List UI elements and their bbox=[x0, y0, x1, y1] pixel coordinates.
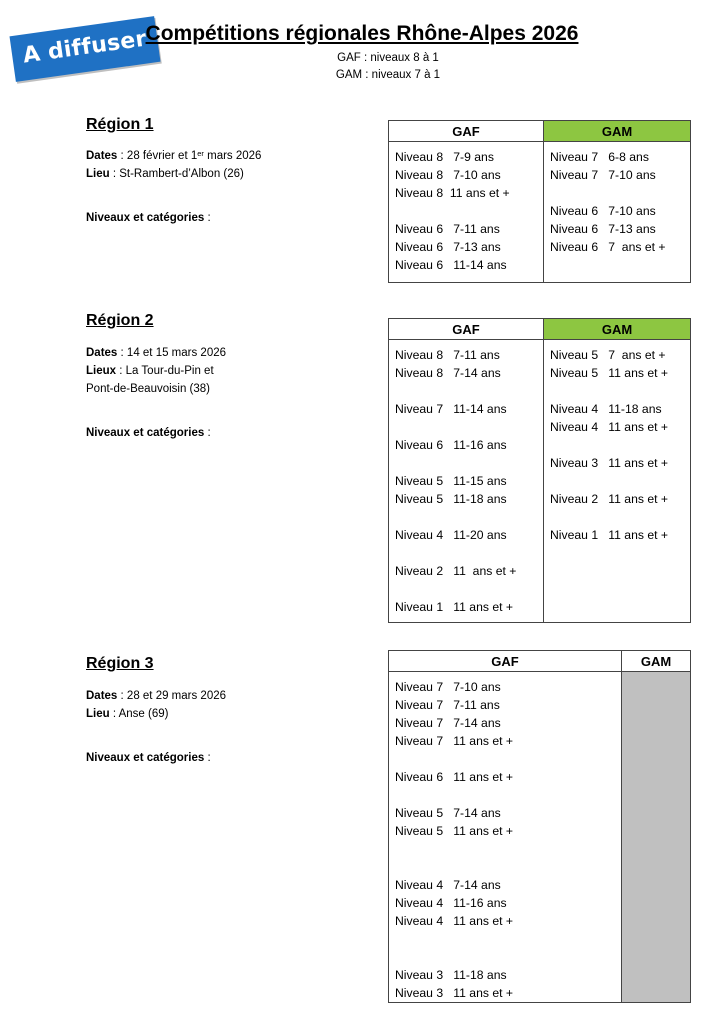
region-1-gam-list bbox=[544, 142, 691, 283]
spacer bbox=[395, 508, 543, 526]
spacer bbox=[395, 930, 621, 948]
level-entry: Niveau 6 7 ans et + bbox=[550, 240, 666, 254]
level-entry: Niveau 8 7-11 ans bbox=[395, 348, 500, 362]
region-3-table bbox=[388, 650, 691, 1003]
region-2-lieux: Lieux : La Tour-du-Pin et bbox=[86, 365, 214, 377]
gam-levels-line: GAM : niveaux 7 à 1 bbox=[335, 69, 441, 81]
region-1-table bbox=[388, 120, 691, 283]
region-2-dates: Dates : 14 et 15 mars 2026 bbox=[86, 347, 227, 359]
level-entry: Niveau 4 7-14 ans bbox=[395, 878, 501, 892]
level-entry: Niveau 5 7-14 ans bbox=[395, 806, 501, 820]
region-2-table bbox=[388, 318, 691, 623]
level-entry: Niveau 1 11 ans et + bbox=[550, 528, 669, 542]
level-entry: Niveau 2 11 ans et + bbox=[550, 492, 669, 506]
level-entry: Niveau 7 7-14 ans bbox=[395, 716, 501, 730]
level-entry: Niveau 8 7-9 ans bbox=[395, 150, 494, 164]
level-entry: Niveau 5 11-18 ans bbox=[395, 492, 507, 506]
region-1-gaf-list bbox=[389, 142, 544, 283]
region-1-title: Région 1 bbox=[86, 116, 154, 133]
spacer bbox=[395, 544, 543, 562]
level-entry: Niveau 6 7-11 ans bbox=[395, 222, 500, 236]
region-3-gaf-list bbox=[389, 672, 622, 1003]
region-2-lieux-line2: Pont-de-Beauvoisin (38) bbox=[86, 383, 211, 395]
spacer bbox=[395, 750, 621, 768]
level-entry: Niveau 8 11 ans et + bbox=[395, 186, 510, 200]
spacer bbox=[395, 840, 621, 858]
level-entry: Niveau 4 11-16 ans bbox=[395, 896, 507, 910]
spacer bbox=[395, 202, 543, 220]
region-3-info bbox=[86, 687, 226, 723]
level-entry: Niveau 7 11 ans et + bbox=[395, 734, 514, 748]
region-3-gam-unavailable bbox=[622, 672, 691, 1003]
level-entry: Niveau 3 11-18 ans bbox=[395, 968, 507, 982]
spacer bbox=[550, 184, 690, 202]
level-entry: Niveau 6 7-13 ans bbox=[550, 222, 656, 236]
spacer bbox=[395, 858, 621, 876]
level-entry: Niveau 6 11 ans et + bbox=[395, 770, 514, 784]
region-1-dates: Dates : 28 février et 1er mars 2026 bbox=[86, 149, 262, 162]
level-entry: Niveau 4 11 ans et + bbox=[395, 914, 514, 928]
level-entry: Niveau 6 11-16 ans bbox=[395, 438, 507, 452]
region-3-gaf-header: GAF bbox=[389, 651, 622, 672]
spacer bbox=[550, 508, 690, 526]
level-entry: Niveau 8 7-14 ans bbox=[395, 366, 501, 380]
level-entry: Niveau 7 6-8 ans bbox=[550, 150, 649, 164]
region-2-gaf-header: GAF bbox=[389, 319, 544, 340]
spacer bbox=[395, 786, 621, 804]
page-title: Compétitions régionales Rhône-Alpes 2026 bbox=[145, 22, 579, 45]
level-entry: Niveau 7 7-10 ans bbox=[550, 168, 656, 182]
spacer bbox=[395, 418, 543, 436]
region-1-info bbox=[86, 147, 261, 183]
level-entry: Niveau 6 7-10 ans bbox=[550, 204, 656, 218]
level-entry: Niveau 1 11 ans et + bbox=[395, 600, 514, 614]
level-entry: Niveau 2 11 ans et + bbox=[395, 564, 517, 578]
gaf-levels-line: GAF : niveaux 8 à 1 bbox=[337, 52, 439, 64]
region-2-title: Région 2 bbox=[86, 312, 154, 329]
level-entry: Niveau 7 11-14 ans bbox=[395, 402, 507, 416]
level-entry: Niveau 8 7-10 ans bbox=[395, 168, 501, 182]
level-entry: Niveau 5 11 ans et + bbox=[395, 824, 514, 838]
region-3-title: Région 3 bbox=[86, 655, 154, 672]
level-entry: Niveau 7 7-10 ans bbox=[395, 680, 501, 694]
spacer bbox=[550, 382, 690, 400]
region-2-info bbox=[86, 344, 226, 398]
level-entry: Niveau 5 11 ans et + bbox=[550, 366, 669, 380]
level-entry: Niveau 3 11 ans et + bbox=[395, 986, 514, 1000]
region-3-niveaux-label: Niveaux et catégories : bbox=[86, 752, 211, 764]
region-3-gam-header: GAM bbox=[622, 651, 691, 672]
region-2-gam-list bbox=[544, 340, 691, 623]
region-1-gaf-header: GAF bbox=[389, 121, 544, 142]
spacer bbox=[550, 436, 690, 454]
region-1-lieu: Lieu : St-Rambert-d’Albon (26) bbox=[86, 168, 244, 180]
level-entry: Niveau 5 7 ans et + bbox=[550, 348, 666, 362]
level-entry: Niveau 6 7-13 ans bbox=[395, 240, 501, 254]
spacer bbox=[395, 948, 621, 966]
region-2-gaf-list bbox=[389, 340, 544, 623]
spacer bbox=[395, 454, 543, 472]
region-3-dates: Dates : 28 et 29 mars 2026 bbox=[86, 690, 227, 702]
level-entry: Niveau 4 11-18 ans bbox=[550, 402, 662, 416]
spacer bbox=[395, 382, 543, 400]
level-entry: Niveau 4 11-20 ans bbox=[395, 528, 507, 542]
region-3-lieu: Lieu : Anse (69) bbox=[86, 708, 169, 720]
level-entry: Niveau 4 11 ans et + bbox=[550, 420, 669, 434]
level-entry: Niveau 5 11-15 ans bbox=[395, 474, 507, 488]
spacer bbox=[395, 580, 543, 598]
region-2-gam-header: GAM bbox=[544, 319, 691, 340]
level-entry: Niveau 7 7-11 ans bbox=[395, 698, 500, 712]
region-1-niveaux-label: Niveaux et catégories : bbox=[86, 212, 211, 224]
level-entry: Niveau 6 11-14 ans bbox=[395, 258, 507, 272]
region-1-gam-header: GAM bbox=[544, 121, 691, 142]
spacer bbox=[550, 472, 690, 490]
stamp-text: A diffuser bbox=[21, 26, 149, 69]
region-2-niveaux-label: Niveaux et catégories : bbox=[86, 427, 211, 439]
level-entry: Niveau 3 11 ans et + bbox=[550, 456, 669, 470]
